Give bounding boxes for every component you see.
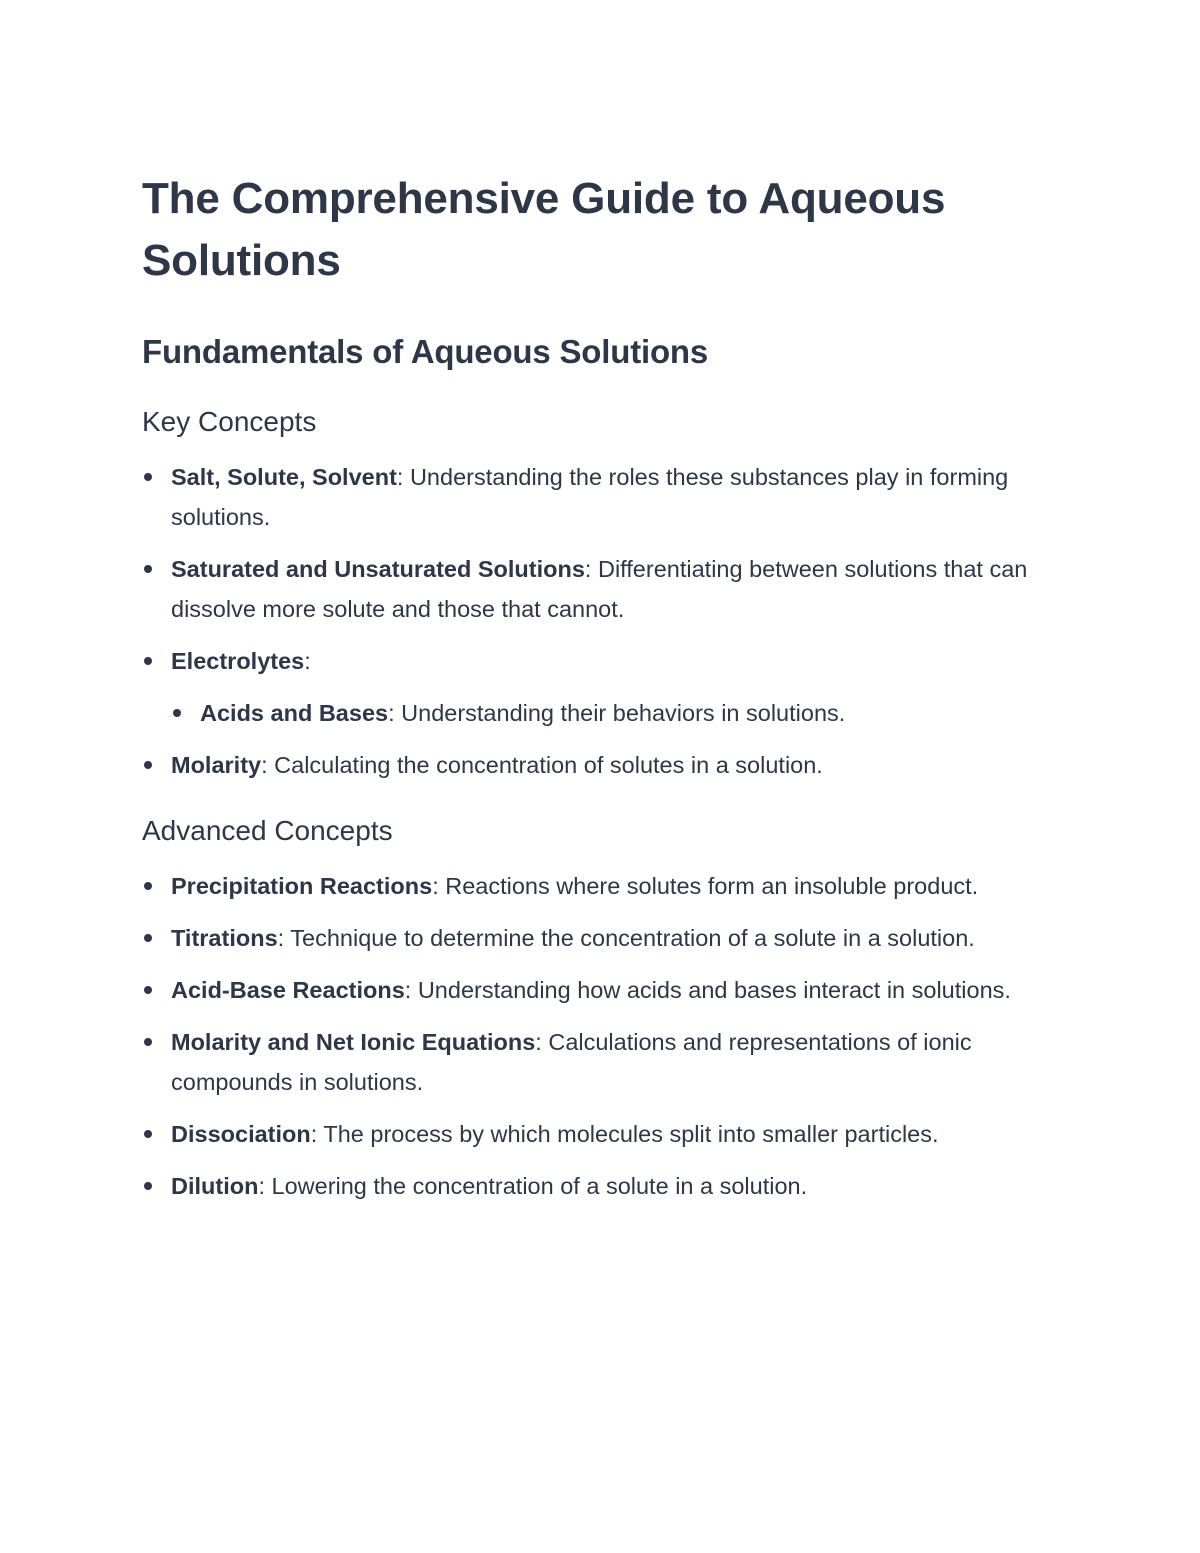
- list-item: [142, 641, 1052, 733]
- item-text: :: [304, 648, 311, 674]
- bullet-icon: [144, 934, 152, 942]
- bullet-icon: [144, 761, 152, 769]
- item-term: Electrolytes: [171, 648, 305, 674]
- page-title: The Comprehensive Guide to Aqueous Solutions: [142, 174, 946, 285]
- bullet-icon: [144, 1130, 152, 1138]
- key-concepts-list: [142, 457, 1052, 785]
- item-term: Saturated and Unsaturated Solutions: [171, 556, 585, 582]
- bullet-icon: [144, 565, 152, 573]
- item-text: : Calculating the concentration of solutes in a solution.: [261, 752, 823, 778]
- item-text: : Calculations and representations of ionic compounds in solutions.: [171, 1029, 972, 1095]
- bullet-icon: [144, 473, 152, 481]
- list-item: [142, 1114, 1052, 1154]
- item-term: Dilution: [171, 1173, 259, 1199]
- item-text: : Reactions where solutes form an insoluble product.: [432, 873, 979, 899]
- item-term: Precipitation Reactions: [171, 873, 433, 899]
- list-item: [142, 1166, 1052, 1206]
- advanced-concepts-heading: Advanced Concepts: [142, 815, 393, 846]
- bullet-icon: [144, 882, 152, 890]
- list-item: [171, 693, 1052, 733]
- list-item: [142, 549, 1052, 629]
- item-term: Salt, Solute, Solvent: [171, 464, 397, 490]
- bullet-icon: [144, 986, 152, 994]
- item-term: Molarity and Net Ionic Equations: [171, 1029, 536, 1055]
- list-item: [142, 1022, 1052, 1102]
- document-page: [142, 168, 1052, 1206]
- section-heading: Fundamentals of Aqueous Solutions: [142, 333, 709, 370]
- list-item: [142, 457, 1052, 537]
- item-term: Molarity: [171, 752, 262, 778]
- bullet-icon: [144, 1182, 152, 1190]
- item-text: : Differentiating between solutions that can dissolve more solute and those that cannot.: [171, 556, 1028, 622]
- key-concepts-heading: Key Concepts: [142, 406, 317, 437]
- bullet-icon: [173, 709, 181, 717]
- item-text: : Understanding the roles these substances play in forming solutions.: [171, 464, 1009, 530]
- item-text: : Understanding how acids and bases interact in solutions.: [404, 977, 1011, 1003]
- list-item: [142, 866, 1052, 906]
- list-item: [142, 745, 1052, 785]
- item-term: Acids and Bases: [200, 700, 389, 726]
- item-text: : Lowering the concentration of a solute in a solution.: [258, 1173, 808, 1199]
- item-term: Titrations: [171, 925, 278, 951]
- nested-list: [171, 693, 1052, 733]
- item-term: Acid-Base Reactions: [171, 977, 405, 1003]
- list-item: [142, 918, 1052, 958]
- bullet-icon: [144, 1038, 152, 1046]
- list-item: [142, 970, 1052, 1010]
- item-term: Dissociation: [171, 1121, 311, 1147]
- item-text: : The process by which molecules split into smaller particles.: [310, 1121, 939, 1147]
- bullet-icon: [144, 657, 152, 665]
- advanced-concepts-list: [142, 866, 1052, 1206]
- item-text: : Understanding their behaviors in solutions.: [388, 700, 846, 726]
- item-text: : Technique to determine the concentration of a solute in a solution.: [277, 925, 975, 951]
